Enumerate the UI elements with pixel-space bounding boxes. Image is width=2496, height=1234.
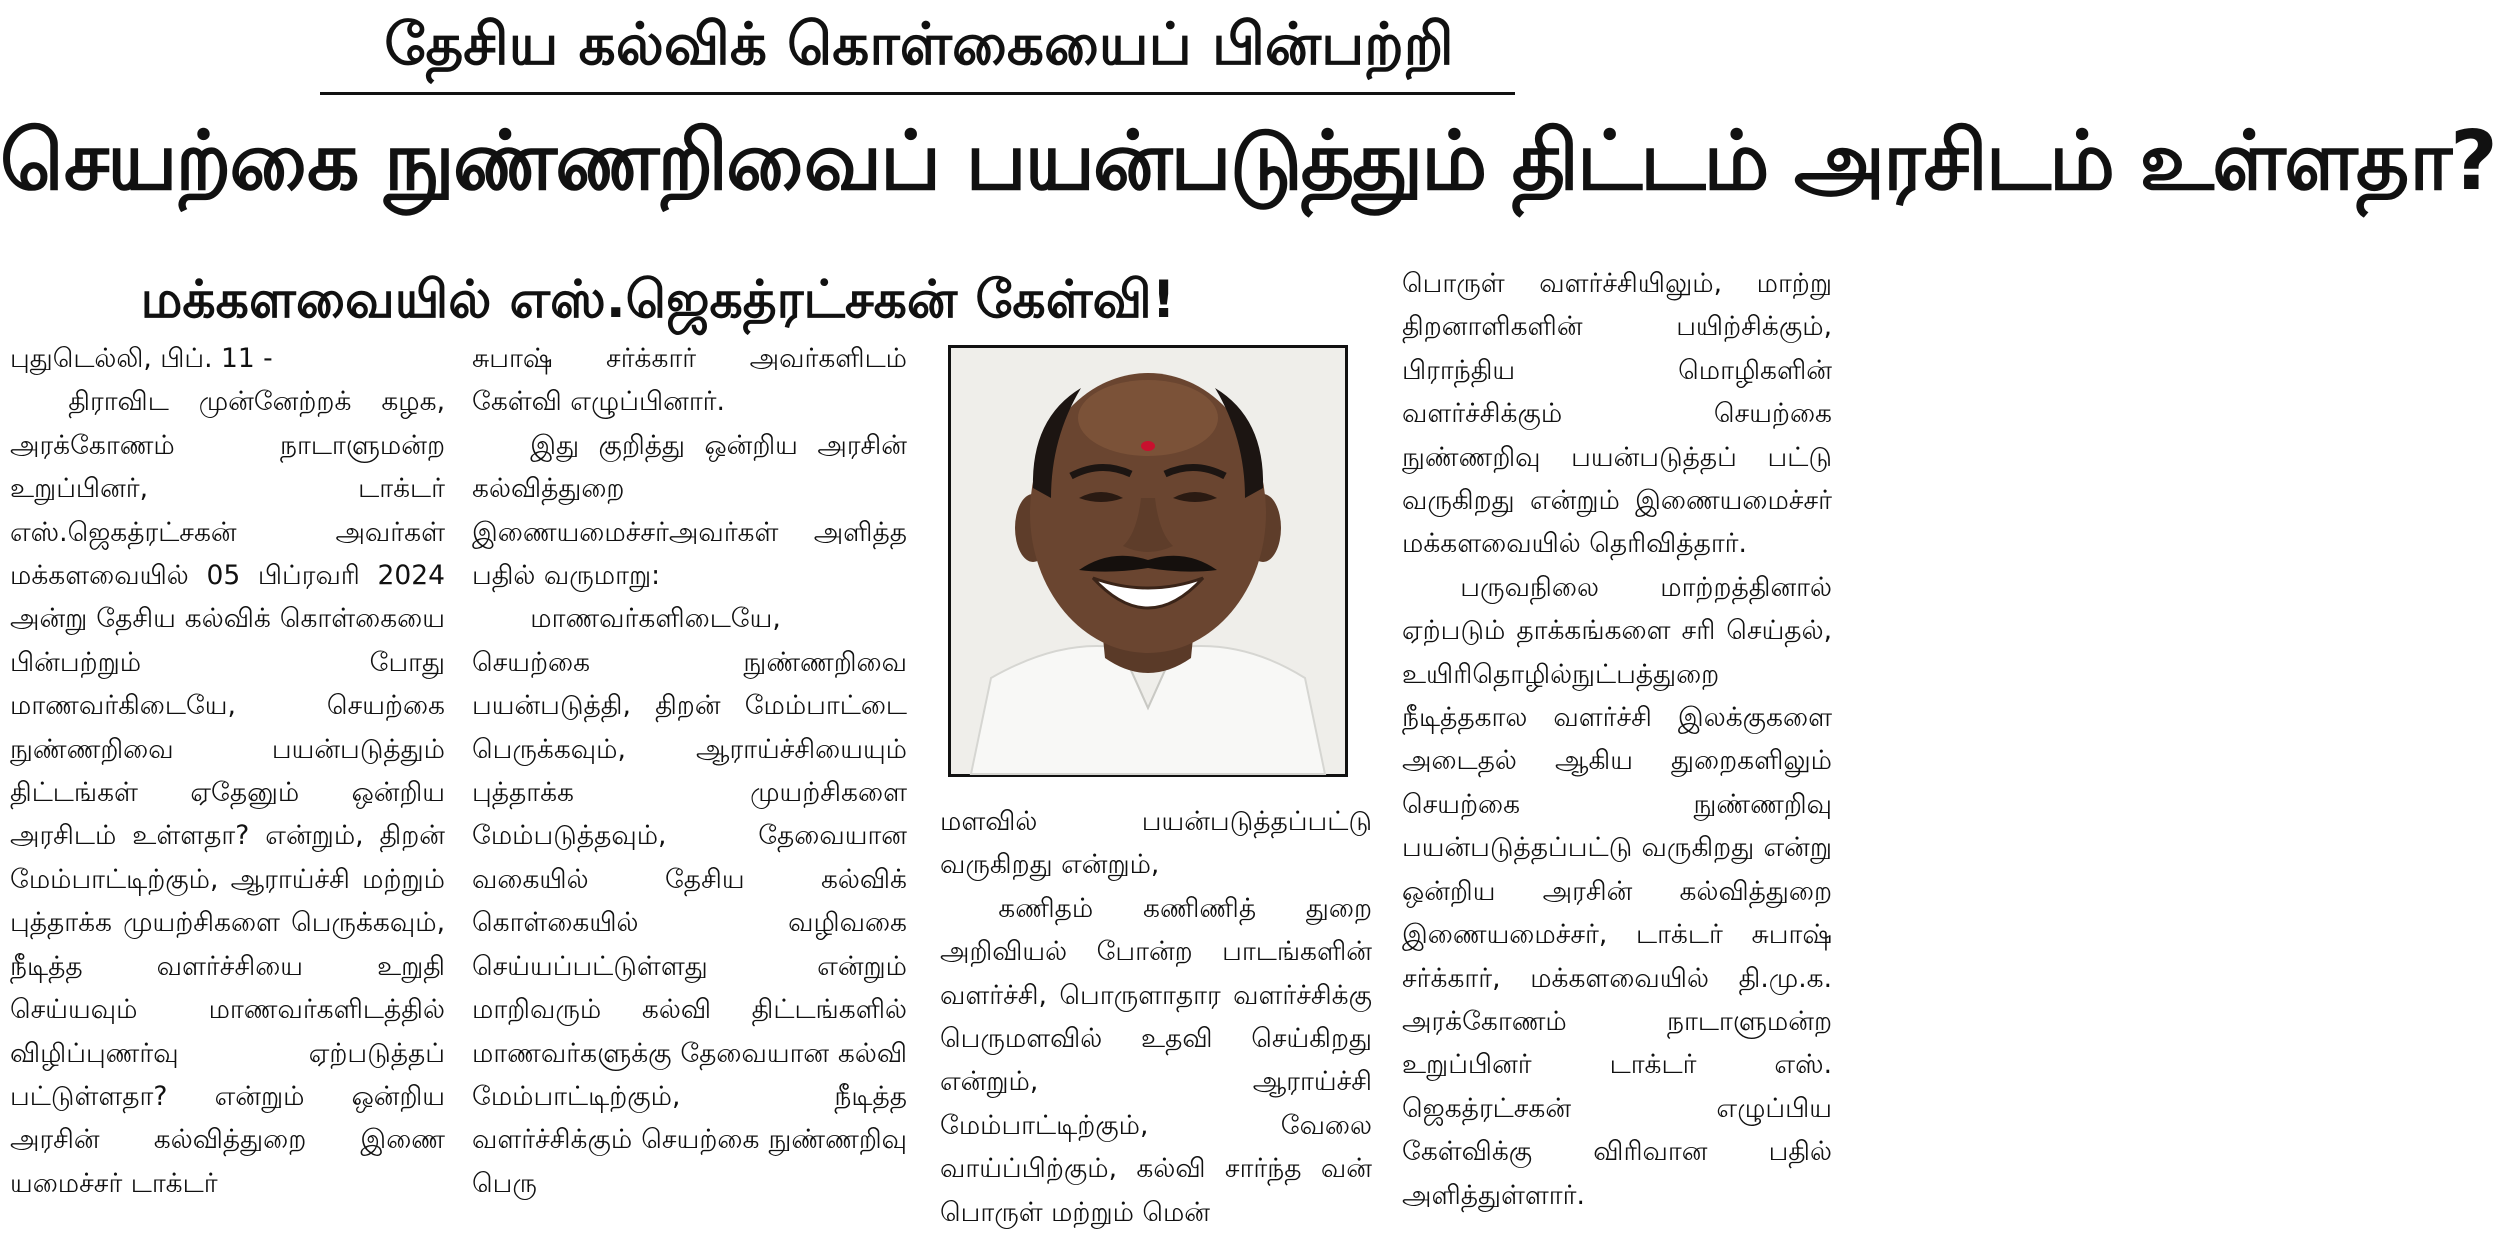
paragraph: கணிதம் கணிணித் துறை அறிவியல் போன்ற பாடங்களின் வளர்ச்சி, பொருளாதார வளர்ச்சிக்கு பெருமளவில் உதவி செய்கிறது என்றும், ஆராய்ச்சி மேம்பாட்டிற்கும், வேலை வாய்ப்பிற்கும், கல்வி சார்ந்த வன் பொருள் மற்றும் மென் (940, 892, 1372, 1228)
article-column-1 (10, 337, 445, 1205)
kicker-heading: தேசிய கல்விக் கொள்கையைப் பின்பற்றி (384, 10, 1454, 78)
paragraph: மாணவர்களிடையே, செயற்கை நுண்ணறிவை பயன்படுத்தி, திறன் மேம்பாட்டை பெருக்கவும், ஆராய்ச்சியையும் புத்தாக்க முயற்சிகளை மேம்படுத்தவும், தேவையான வகையில் தேசிய கல்விக் கொள்கையில் வழிவகை செய்யப்பட்டுள்ளது என்றும் மாறிவரும் கல்வி திட்டங்களில் மாணவர்களுக்கு தேவையான கல்வி மேம்பாட்டிற்கும், நீடித்த வளர்ச்சிக்கும் செயற்கை நுண்ணறிவு பெரு (472, 603, 907, 1199)
subheadline: மக்களவையில் எஸ்.ஜெகத்ரட்சகன் கேள்வி! (140, 270, 1176, 330)
paragraph: திராவிட முன்னேற்றக் கழக, அரக்கோணம் நாடாளுமன்ற உறுப்பினர், டாக்டர் எஸ்.ஜெகத்ரட்சகன் அவர்கள் மக்களவையில் 05 பிப்ரவரி 2024 அன்று தேசிய கல்விக் கொள்கையை பின்பற்றும் போது மாணவர்கிடையே, செயற்கை நுண்ணறிவை பயன்படுத்தும் திட்டங்கள் ஏதேனும் ஒன்றிய அரசிடம் உள்ளதா? என்றும், திறன் மேம்பாட்டிற்கும், ஆராய்ச்சி மற்றும் புத்தாக்க முயற்சிகளை பெருக்கவும், நீடித்த வளர்ச்சியை உறுதி செய்யவும் மாணவர்களிடத்தில் விழிப்புணர்வு ஏற்படுத்தப் பட்டுள்ளதா? என்றும் ஒன்றிய அரசின் கல்வித்துறை இணை யமைச்சர் டாக்டர் (10, 386, 445, 1199)
article-column-2 (472, 337, 907, 1205)
paragraph: மளவில் பயன்படுத்தப்பட்டு வருகிறது என்றும், (940, 806, 1372, 881)
heading-divider (320, 92, 1515, 95)
paragraph: சுபாஷ் சர்க்கார் அவர்களிடம் கேள்வி எழுப்பினார். (472, 343, 907, 418)
headline: செயற்கை நுண்ணறிவைப் பயன்படுத்தும் திட்டம் அரசிடம் உள்ளதா? (0, 114, 2496, 209)
portrait-photo (948, 345, 1348, 777)
portrait-illustration (951, 348, 1345, 774)
article-column-4 (1402, 262, 1832, 1217)
dateline: புதுடெல்லி, பிப். 11 - (10, 343, 273, 374)
paragraph: பருவநிலை மாற்றத்தினால் ஏற்படும் தாக்கங்களை சரி செய்தல், உயிரிதொழில்நுட்பத்துறை நீடித்தகால வளர்ச்சி இலக்குகளை அடைதல் ஆகிய துறைகளிலும் செயற்கை நுண்ணறிவு பயன்படுத்தப்பட்டு வருகிறது என்று ஒன்றிய அரசின் கல்வித்துறை இணையமைச்சர், டாக்டர் சுபாஷ் சர்க்கார், மக்களவையில் தி.மு.க. அரக்கோணம் நாடாளுமன்ற உறுப்பினர் டாக்டர் எஸ். ஜெகத்ரட்சகன் எழுப்பிய கேள்விக்கு விரிவான பதில் அளித்துள்ளார். (1402, 571, 1832, 1211)
article-column-3 (940, 800, 1372, 1234)
paragraph: பொருள் வளர்ச்சியிலும், மாற்று திறனாளிகளின் பயிற்சிக்கும், பிராந்திய மொழிகளின் வளர்ச்சிக்கும் செயற்கை நுண்ணறிவு பயன்படுத்தப் பட்டு வருகிறது என்றும் இணையமைச்சர் மக்களவையில் தெரிவித்தார். (1402, 268, 1832, 560)
paragraph: இது குறித்து ஒன்றிய அரசின் கல்வித்துறை இணையமைச்சர்அவர்கள் அளித்த பதில் வருமாறு: (472, 429, 907, 592)
